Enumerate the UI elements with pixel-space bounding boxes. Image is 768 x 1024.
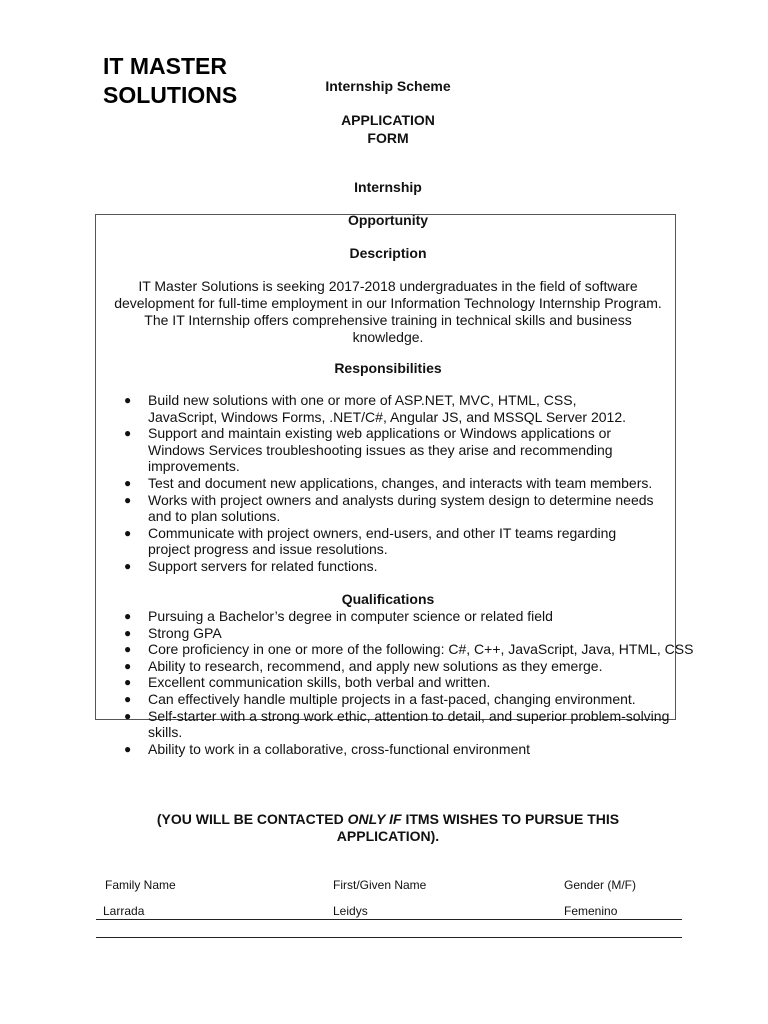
bullet-icon: ●: [124, 675, 132, 690]
gender-field[interactable]: Femenino: [564, 904, 618, 918]
company-name: IT MASTER SOLUTIONS: [103, 53, 238, 108]
list-item-text: Can effectively handle multiple projects in a fast-paced, changing environment.: [148, 690, 636, 707]
first-name-field[interactable]: Leidys: [333, 904, 368, 918]
qualifications-list: [120, 608, 700, 757]
heading-qualifications: Qualifications: [341, 591, 435, 607]
list-item: [120, 641, 700, 658]
family-name-label: Family Name: [105, 878, 176, 892]
gender-label: Gender (M/F): [564, 878, 637, 892]
list-item-text: Support servers for related functions.: [148, 557, 378, 574]
list-item: [120, 392, 700, 425]
heading-description: Description: [349, 245, 427, 261]
list-item-text: Works with project owners and analysts during system design to determine needs and to plan solutions.: [148, 491, 654, 525]
bullet-icon: ●: [124, 625, 132, 640]
list-item: [120, 741, 700, 758]
list-item: [120, 492, 700, 525]
list-item-text: Ability to research, recommend, and apply new solutions as they emerge.: [148, 657, 603, 674]
form-title: APPLICATION FORM: [341, 112, 435, 146]
bullet-icon: ●: [124, 609, 132, 623]
responsibilities-list: [120, 392, 700, 575]
list-item: [120, 708, 700, 741]
list-item: [120, 625, 700, 642]
bullet-icon: ●: [124, 492, 132, 507]
list-item: [120, 608, 700, 625]
list-item: [120, 691, 700, 708]
heading-responsibilities: Responsibilities: [334, 360, 442, 376]
bullet-icon: ●: [124, 475, 132, 490]
description-text: IT Master Solutions is seeking 2017-2018 undergraduates in the field of software development for full-time employment in our Information Technology Internship Program. The IT Internship offers comprehensive training in technical skills and business knowledge.: [114, 278, 662, 345]
list-item: [120, 558, 700, 575]
first-name-label: First/Given Name: [333, 878, 427, 892]
bullet-icon: ●: [124, 642, 132, 657]
list-item-text: Strong GPA: [148, 624, 222, 641]
bullet-icon: ●: [124, 691, 132, 706]
bullet-icon: ●: [124, 426, 132, 441]
list-item-text: Test and document new applications, changes, and interacts with team members.: [148, 474, 653, 491]
list-item: [120, 525, 700, 558]
list-item-text: Excellent communication skills, both verbal and written.: [148, 674, 491, 691]
contact-notice-emphasis: ONLY IF: [347, 811, 402, 827]
scheme-title: Internship Scheme: [325, 78, 451, 94]
bullet-icon: ●: [124, 525, 132, 540]
contact-notice: [0, 811, 768, 845]
list-item-text: Self-starter with a strong work ethic, attention to detail, and superior problem-solving skills.: [148, 707, 670, 741]
list-item: [120, 425, 700, 475]
list-item-text: Core proficiency in one or more of the following: C#, C++, JavaScript, Java, HTML, CSS: [148, 641, 694, 658]
list-item-text: Pursuing a Bachelor’s degree in computer science or related field: [148, 608, 553, 624]
list-item-text: Ability to work in a collaborative, cross-functional environment: [148, 740, 531, 757]
list-item-text: Build new solutions with one or more of ASP.NET, MVC, HTML, CSS, JavaScript, Windows Forms, .NET/C#, Angular JS, and MSSQL Server 2012.: [148, 392, 626, 425]
bullet-icon: ●: [124, 741, 132, 756]
list-item-text: Communicate with project owners, end-users, and other IT teams regarding project progress and issue resolutions.: [148, 524, 617, 558]
contact-notice-before: (YOU WILL BE CONTACTED: [156, 811, 348, 827]
divider: [96, 937, 682, 938]
heading-opportunity: Opportunity: [347, 212, 429, 228]
divider: [96, 919, 682, 920]
list-item: [120, 674, 700, 691]
bullet-icon: ●: [124, 393, 132, 407]
bullet-icon: ●: [124, 558, 132, 573]
bullet-icon: ●: [124, 708, 132, 723]
family-name-field[interactable]: Larrada: [103, 904, 145, 918]
list-item: [120, 658, 700, 675]
list-item: [120, 475, 700, 492]
contact-notice-after: ITMS WISHES TO PURSUE THIS APPLICATION).: [336, 811, 620, 844]
bullet-icon: ●: [124, 658, 132, 673]
heading-internship: Internship: [354, 179, 422, 195]
list-item-text: Support and maintain existing web applications or Windows applications or Windows Services troubleshooting issues as they arise and recommending improvements.: [148, 425, 613, 475]
